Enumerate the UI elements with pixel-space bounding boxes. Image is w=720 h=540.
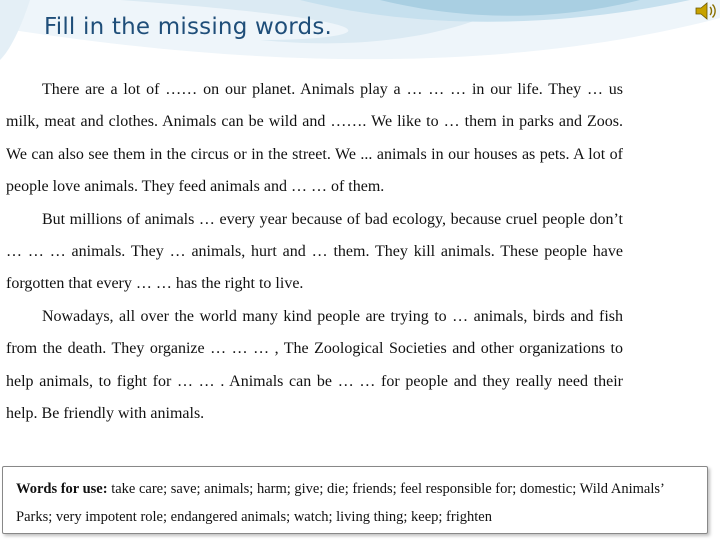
paragraph-1: There are a lot of …… on our planet. Animals play a … … … in our life. They … us milk, meat and clothes. Animals can be wild and ……. We like to … them in parks and Zoos. We can also see them in the circus or in the street. We ... animals in our houses as pets. A lot of people love animals. They feed animals and … … of them. [6, 81, 623, 196]
slide-title: Fill in the missing words. [44, 14, 333, 40]
word-bank-words: take care; save; animals; harm; give; die; friends; feel responsible for; domestic; Wild Animals’ Parks; very impotent role; endangered animals; watch; living thing; keep; frighten [16, 481, 664, 525]
exercise-text [6, 74, 623, 430]
paragraph-2: But millions of animals … every year because of bad ecology, because cruel people don’t … … … animals. They … animals, hurt and … them. They kill animals. These people have forgotten that every … … has the right to live. [6, 210, 623, 293]
paragraph-3: Nowadays, all over the world many kind people are trying to … animals, birds and fish from the death. They organize … … … , The Zoological Societies and other organizations to help animals, to fight for … … . Animals can be … … for people and they really need their help. Be friendly with animals. [6, 307, 623, 423]
speaker-icon[interactable] [694, 0, 718, 22]
header-swoosh-decoration [0, 0, 720, 80]
word-bank-box [2, 466, 708, 534]
word-bank-label: Words for use: [16, 481, 112, 497]
